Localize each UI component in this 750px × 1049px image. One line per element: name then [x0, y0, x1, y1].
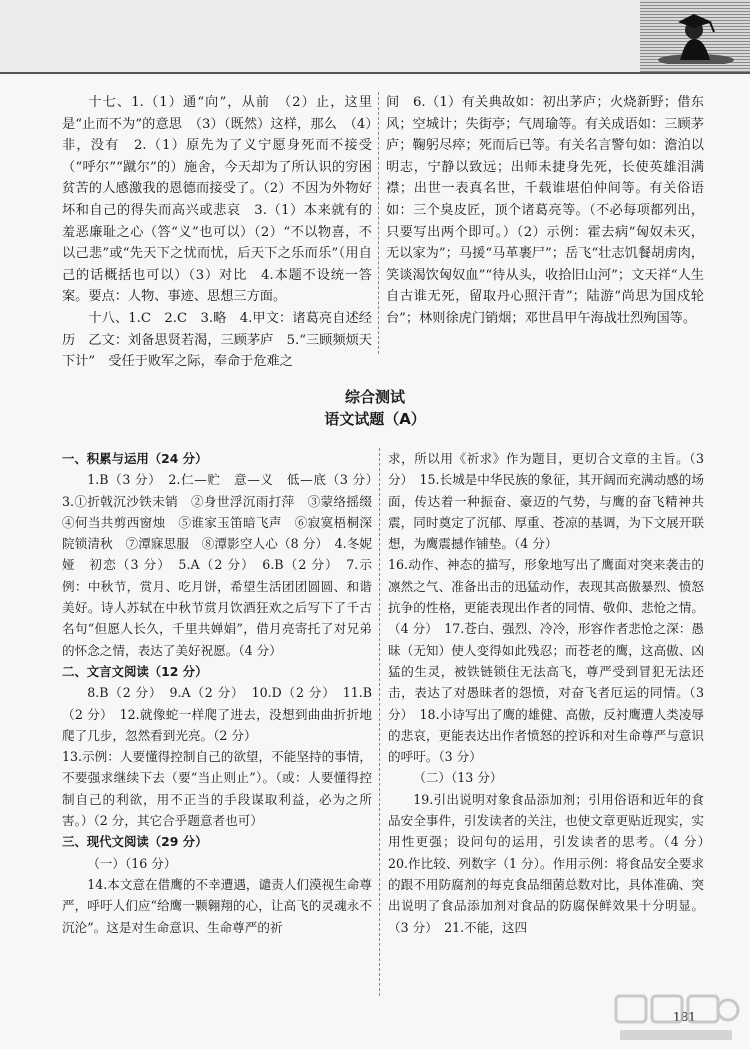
- title-sub: 语文试题（A）: [324, 410, 426, 428]
- title-main: 综合测试: [344, 388, 405, 406]
- section-heading: 三、现代文阅读（29 分）: [62, 834, 208, 850]
- answers-right-top: [386, 92, 704, 330]
- answer-paragraph: 求，所以用《祈求》作为题目，更切合文章的主旨。（3 分） 15.长城是中华民族的象征，其开阔而充满动感的场面，传达着一种振奋、豪迈的气势，与鹰的奋飞精神共震，同时奠定了沉郁、厚重、苍凉的基调，为下文展开联想，为鹰震撼作铺垫。（4 分）: [388, 451, 704, 552]
- page-number: 181: [673, 1010, 696, 1024]
- header-bar: [0, 0, 750, 74]
- section-heading: 一、积累与运用（24 分）: [62, 451, 208, 466]
- answer-paragraph: 1.B（3 分） 2.仁—贮 意—义 低—底（3 分） 3.①折戟沉沙铁未销 ②身世浮沉雨打萍 ③蒙络摇缀 ④何当共剪西窗烛 ⑤谁家玉笛暗飞声 ⑥寂寞梧桐深院锁清秋 ⑦潭寐思服 ⑧潭影空人心（8 分） 4.冬妮娅 初恋（3 分） 5.A（2 分） 6.B（2 分） 7.示例：中秋节，赏月、吃月饼，希望生活团团圆圆、和谐美好。诗人苏轼在中秋节赏月饮酒狂欢之后写下了千古名句“但愿人长久，千里共婵娟”，借月亮寄托了对兄弟的怀念之情，表达了美好祝愿。（4 分）: [62, 472, 385, 658]
- answer-paragraph: 13.示例：人要懂得控制自己的欲望，不能坚持的事情，不要强求继续下去（要“当止则止”）。（或：人要懂得控制自己的利欲，用不正当的手段谋取利益，必为之所害。）（2 分，其它合乎题意者也可）: [62, 749, 372, 829]
- graduate-figure-icon: [640, 0, 750, 72]
- answer-para-18-cont: 间 6.（1）有关典故如：初出茅庐；火烧新野；借东风；空城计；失街亭；气周瑜等。有关成语如：三顾茅庐；鞠躬尽瘁；死而后已等。有关名言警句如：澹泊以明志，宁静以致远；出师未捷身先死，长使英雄泪满襟；出世一表真名世，千载谁堪伯仲间等。有关俗语如：三个臭皮匠，顶个诸葛亮等。（不必每项都列出，只要写出两个即可。）（2）示例：霍去病“匈奴未灭，无以家为”；马援“马革裹尸”；岳飞“壮志饥餐胡虏肉，笑谈渴饮匈奴血”“待从头，收拾旧山河”；文天祥“人生自古谁无死，留取丹心照汗青”；陆游“尚思为国戍轮台”；林则徐虎门销烟；邓世昌甲午海战壮烈殉国等。: [386, 95, 704, 326]
- answer-paragraph: 14.本文意在借鹰的不幸遭遇，谴责人们漠视生命尊严，呼吁人们应“给鹰一颗翱翔的心，让高飞的灵魂永不沉沦”。这是对生命意识、生命尊严的祈: [62, 876, 372, 935]
- watermark-logo-icon: [612, 990, 742, 1046]
- answers-left-bottom: [62, 448, 385, 938]
- answer-para-17: 十七、1.（1）通“向”，从前 （2）止，这里是“止而不为”的意思 （3）（既然）这样，那么 （4）非，没有 2.（1）原先为了义宁愿身死而不接受（“呼尔”“蹴尔”的）施舍，今天却为了所认识的穷困贫苦的人感激我的恩德而接受了。（2）不因为外物好坏和自己的得失而高兴或悲哀 3.（1）本来就有的羞恶廉耻之心（答“义”也可以）（2）“不以物喜，不以己悲”或“先天下之忧而忧，后天下之乐而乐”（用自己的话概括也可以）（3）对比 4.本题不设统一答案。要点：人物、事迹、思想三方面。: [62, 95, 372, 305]
- section-heading: 二、文言文阅读（12 分）: [62, 663, 208, 679]
- test-title: [0, 386, 750, 430]
- answer-paragraph: 8.B（2 分） 9.A（2 分） 10.D（2 分） 11.B（2 分） 12.就像蛇一样爬了进去，没想到曲曲折折地爬了几步，忽然看到光亮。（2 分）: [62, 685, 372, 743]
- answer-paragraph: （一）（16 分）: [87, 855, 177, 871]
- answer-paragraph: 19.引出说明对象食品添加剂；引用俗语和近年的食品安全事件，引发读者的关注，也使文章更贴近现实，实用性更强；设问句的运用，引发读者的思考。（4 分） 20.作比较、列数字（1 分）。作用示例：将食品安全要求的跟不用防腐剂的每克食品细菌总数对比，具体准确、突出说明了食品添加剂对食品的防腐保鲜效果十分明显。（3 分） 21.不能，这四: [388, 791, 717, 935]
- answer-paragraph: 16.动作、神态的描写，形象地写出了鹰面对突来袭击的凛然之气、准备出击的迅猛动作，表现其高傲暴烈、愤怒抗争的性格，更能表现出作者的同情、敬仰、悲怆之情。（4 分） 17.苍白、强烈、冷冷，形容作者悲怆之深：愚昧（无知）使人变得如此残忍；而苍老的鹰，这高傲、凶猛的生灵，被铁链锁住无法高飞，尊严受到冒犯无法还击，表达了对愚昧者的怨愤，对奋飞者厄运的同情。（3 分） 18.小诗写出了鹰的雄健、高傲，反衬鹰遭人类凌辱的悲哀，更能表达出作者愤怒的控诉和对生命尊严与意识的呼吁。（3 分）: [388, 557, 704, 765]
- answer-paragraph: （二）（13 分）: [413, 770, 503, 786]
- answers-right-bottom: [388, 448, 717, 938]
- column-divider-top: [378, 92, 379, 354]
- answers-left-top: [62, 92, 372, 373]
- answer-para-18: 十八、1.C 2.C 3.略 4.甲文：诸葛亮自述经历 乙文：刘备思贤若渴，三顾茅庐 5.“三顾频烦天下计” 受任于败军之际，奉命于危难之: [62, 310, 372, 370]
- column-divider-bottom: [379, 448, 380, 996]
